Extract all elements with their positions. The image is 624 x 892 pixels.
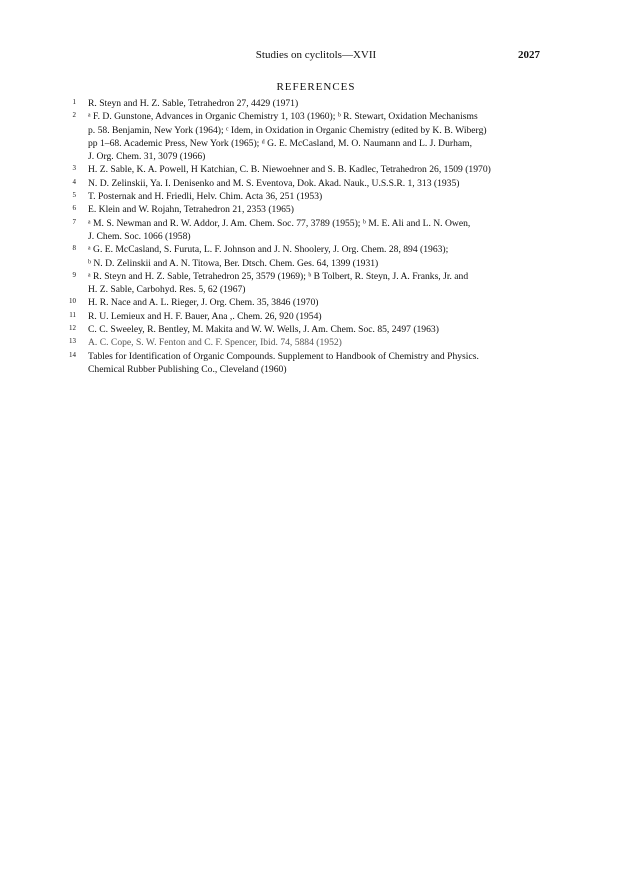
reference-item [60,243,544,270]
reference-line: R. Steyn and H. Z. Sable, Tetrahedron 27, 4429 (1971) [88,98,299,109]
reference-text [88,270,544,297]
reference-line: H. Z. Sable, Carbohyd. Res. 5, 62 (1967) [88,284,246,296]
reference-number: 13 [69,337,76,346]
page-number: 2027 [518,49,540,61]
references-list [60,97,544,376]
reference-text [88,350,544,377]
reference-number: 7 [72,217,76,226]
reference-line: J. Chem. Soc. 1066 (1958) [88,230,191,242]
reference-line: E. Klein and W. Rojahn, Tetrahedron 21, 2353 (1965) [88,204,294,216]
reference-number: 3 [72,164,76,173]
reference-number: 10 [69,297,76,306]
reference-number: 8 [72,244,76,253]
reference-item [60,310,544,323]
reference-text [88,177,544,190]
reference-text [88,110,544,163]
reference-item [60,203,544,216]
reference-item [60,177,544,190]
reference-text [88,336,544,349]
reference-number: 14 [69,350,76,359]
reference-text [88,296,544,309]
reference-item [60,336,544,349]
reference-item [60,350,544,377]
reference-item [60,217,544,244]
reference-item [60,323,544,336]
reference-text [88,203,544,216]
reference-text [88,97,544,110]
reference-line: R. U. Lemieux and H. F. Bauer, Ana ,. Chem. 26, 920 (1954) [88,310,322,322]
reference-line: N. D. Zelinskii, Ya. I. Denisenko and M. S. Eventova, Dok. Akad. Nauk., U.S.S.R. 1, 313 (1935) [88,177,460,189]
reference-line: J. Org. Chem. 31, 3079 (1966) [88,151,206,163]
reference-line: p. 58. Benjamin, New York (1964); ᶜ Idem, in Oxidation in Organic Chemistry (edited by K. B. Wiberg) [88,124,487,136]
reference-item [60,110,544,163]
reference-item [60,163,544,176]
reference-item [60,190,544,203]
reference-text [88,163,544,176]
reference-text [88,217,544,244]
reference-line: Tables for Identification of Organic Compounds. Supplement to Handbook of Chemistry and Physics. [88,350,479,362]
references-heading: REFERENCES [276,81,356,93]
reference-line: ᵃ F. D. Gunstone, Advances in Organic Chemistry 1, 103 (1960); ᵇ R. Stewart, Oxidation Mechanisms [88,111,478,123]
reference-number: 9 [72,270,76,279]
reference-line: pp 1–68. Academic Press, New York (1965); ᵈ G. E. McCasland, M. O. Naumann and L. J. Durham, [88,137,473,149]
reference-line: A. C. Cope, S. W. Fenton and C. F. Spencer, Ibid. 74, 5884 (1952) [88,337,342,349]
reference-number: 1 [72,98,76,106]
reference-number: 12 [69,324,76,333]
reference-line: C. C. Sweeley, R. Bentley, M. Makita and W. W. Wells, J. Am. Chem. Soc. 85, 2497 (1963) [88,324,439,336]
running-head [92,49,540,65]
reference-number: 11 [69,310,76,319]
reference-line: H. Z. Sable, K. A. Powell, H Katchian, C. B. Niewoehner and S. B. Kadlec, Tetrahedron 26, 1509 (1970) [88,164,491,176]
reference-text [88,190,544,203]
reference-number: 4 [72,177,76,186]
reference-item [60,270,544,297]
reference-number: 2 [72,111,76,120]
reference-line: Chemical Rubber Publishing Co., Cleveland (1960) [88,363,287,375]
reference-text [88,323,544,336]
reference-item [60,296,544,309]
reference-line: ᵇ N. D. Zelinskii and A. N. Titowa, Ber. Dtsch. Chem. Ges. 64, 1399 (1931) [88,257,379,269]
reference-item [60,97,544,110]
reference-line: H. R. Nace and A. L. Rieger, J. Org. Chem. 35, 3846 (1970) [88,297,319,309]
reference-line: ᵃ M. S. Newman and R. W. Addor, J. Am. Chem. Soc. 77, 3789 (1955); ᵇ M. E. Ali and L. N. Owen, [88,217,471,229]
reference-number: 5 [72,191,76,200]
running-title: Studies on cyclitols—XVII [255,49,377,61]
reference-text [88,243,544,270]
reference-number: 6 [72,204,76,213]
reference-line: T. Posternak and H. Friedli, Helv. Chim. Acta 36, 251 (1953) [88,191,323,203]
reference-line: ᵃ R. Steyn and H. Z. Sable, Tetrahedron 25, 3579 (1969); ᵇ B Tolbert, R. Steyn, J. A. Franks, Jr. and [88,270,469,282]
reference-text [88,310,544,323]
reference-line: ᵃ G. E. McCasland, S. Furuta, L. F. Johnson and J. N. Shoolery, J. Org. Chem. 28, 894 (1963); [88,244,449,256]
